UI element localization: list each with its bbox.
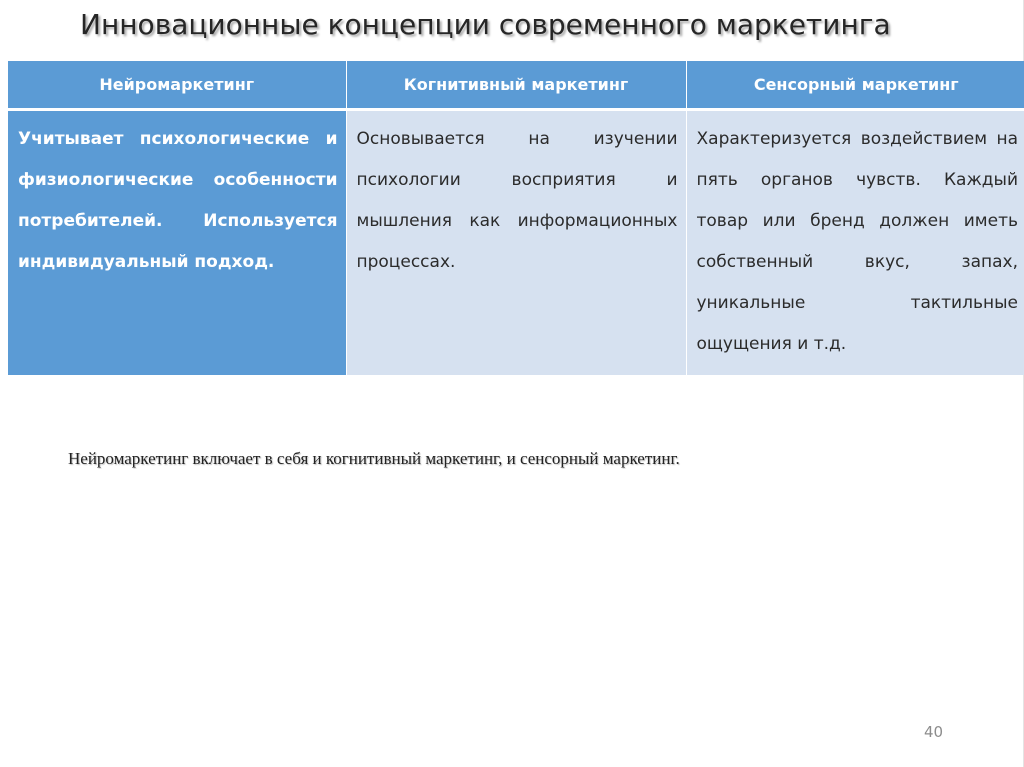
summary-caption: Нейромаркетинг включает в себя и когнитивный маркетинг, и сенсорный маркетинг. <box>68 449 680 468</box>
slide-title: Инновационные концепции современного маркетинга <box>80 8 891 41</box>
cell-sensory-description: Характеризуется воздействием на пять органов чувств. Каждый товар или бренд должен иметь собственный вкус, запах, уникальные тактильные ощущения и т.д. <box>686 110 1024 376</box>
header-neuromarketing: Нейромаркетинг <box>8 61 346 110</box>
header-sensory-marketing: Сенсорный маркетинг <box>686 61 1024 110</box>
concepts-table <box>8 61 1024 375</box>
table-header-row <box>8 61 1024 110</box>
cell-neuromarketing-description: Учитывает психологические и физиологические особенности потребителей. Используется индивидуальный подход. <box>8 110 346 376</box>
table-row <box>8 110 1024 376</box>
cell-cognitive-description: Основывается на изучении психологии восприятия и мышления как информационных процессах. <box>346 110 686 376</box>
page-number: 40 <box>924 723 944 741</box>
header-cognitive-marketing: Когнитивный маркетинг <box>346 61 686 110</box>
